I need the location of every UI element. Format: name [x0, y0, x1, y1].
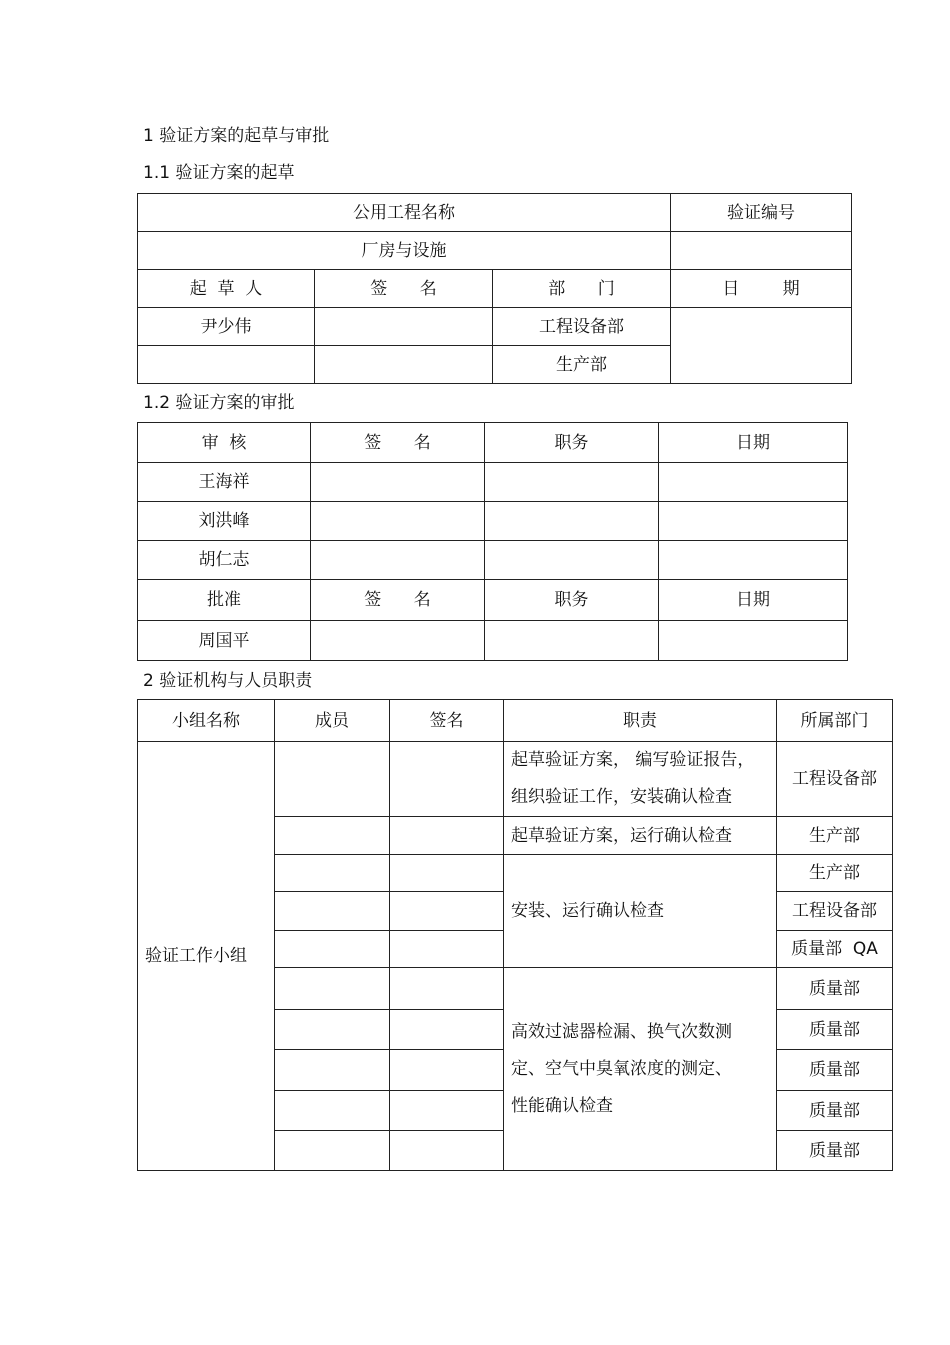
reviewer-date[interactable] [659, 541, 848, 580]
signature-cell[interactable] [390, 1010, 504, 1050]
signature-cell[interactable] [390, 968, 504, 1010]
approve-date-header: 日期 [659, 580, 848, 621]
department-cell: 质量部 [777, 1050, 893, 1091]
department-cell: 质量部 [777, 1010, 893, 1050]
approver-signature[interactable] [311, 621, 485, 661]
reviewer-position[interactable] [485, 541, 659, 580]
department-cell: 工程设备部 [777, 742, 893, 817]
member-cell[interactable] [275, 1131, 390, 1171]
member-cell[interactable] [275, 855, 390, 892]
reviewer-date[interactable] [659, 502, 848, 541]
approve-role-header: 批准 [138, 580, 311, 621]
review-position-header: 职务 [485, 423, 659, 463]
duty-header: 职责 [504, 700, 777, 742]
signature-cell[interactable] [390, 855, 504, 892]
draft-table [137, 193, 852, 384]
drafter-department: 工程设备部 [493, 308, 671, 346]
draft-date-cell[interactable] [671, 308, 852, 384]
member-cell[interactable] [275, 968, 390, 1010]
section-2-heading: 2 验证机构与人员职责 [143, 671, 313, 691]
signature-cell[interactable] [390, 931, 504, 968]
drafter-column-header: 起 草 人 [138, 270, 315, 308]
approver-position[interactable] [485, 621, 659, 661]
department-cell: 生产部 [777, 817, 893, 855]
duty-cell: 起草验证方案，运行确认检查 [504, 817, 777, 855]
department-cell: 质量部 [777, 1131, 893, 1171]
duty-cell: 安装、运行确认检查 [504, 855, 777, 968]
department-cell: 质量部 [777, 1091, 893, 1131]
drafter-name[interactable] [138, 346, 315, 384]
drafter-name: 尹少伟 [138, 308, 315, 346]
duty-text-line: 高效过滤器检漏、换气次数测 [511, 1021, 732, 1042]
department-cell: 工程设备部 [777, 892, 893, 931]
approver-date[interactable] [659, 621, 848, 661]
date-column-header: 日 期 [671, 270, 852, 308]
signature-cell[interactable] [390, 892, 504, 931]
duty-cell [504, 742, 777, 817]
duty-text-line: 定、空气中臭氧浓度的测定、 [511, 1058, 732, 1079]
review-date-header: 日期 [659, 423, 848, 463]
member-cell[interactable] [275, 1091, 390, 1131]
drafter-signature[interactable] [315, 346, 493, 384]
review-signature-header: 签 名 [311, 423, 485, 463]
member-cell[interactable] [275, 742, 390, 817]
department-cell: 质量部 QA [777, 931, 893, 968]
department-column-header: 部 门 [493, 270, 671, 308]
drafter-department: 生产部 [493, 346, 671, 384]
reviewer-name: 胡仁志 [138, 541, 311, 580]
signature-cell[interactable] [390, 1091, 504, 1131]
reviewer-name: 王海祥 [138, 463, 311, 502]
signature-cell[interactable] [390, 742, 504, 817]
member-cell[interactable] [275, 892, 390, 931]
section-1-1-heading: 1.1 验证方案的起草 [143, 163, 295, 183]
validation-code-label: 验证编号 [671, 194, 852, 232]
member-cell[interactable] [275, 931, 390, 968]
approver-name: 周国平 [138, 621, 311, 661]
utility-name-value: 厂房与设施 [138, 232, 671, 270]
section-1-2-heading: 1.2 验证方案的审批 [143, 393, 295, 413]
organization-table [137, 699, 893, 1171]
signature-column-header: 签 名 [315, 270, 493, 308]
department-header: 所属部门 [777, 700, 893, 742]
duty-cell [504, 968, 777, 1171]
approve-signature-header: 签 名 [311, 580, 485, 621]
reviewer-signature[interactable] [311, 502, 485, 541]
reviewer-signature[interactable] [311, 541, 485, 580]
department-cell: 质量部 [777, 968, 893, 1010]
member-cell[interactable] [275, 1010, 390, 1050]
reviewer-date[interactable] [659, 463, 848, 502]
member-cell[interactable] [275, 1050, 390, 1091]
signature-cell[interactable] [390, 817, 504, 855]
reviewer-position[interactable] [485, 463, 659, 502]
approval-table [137, 422, 848, 661]
member-cell[interactable] [275, 817, 390, 855]
approve-position-header: 职务 [485, 580, 659, 621]
signature-header: 签名 [390, 700, 504, 742]
reviewer-name: 刘洪峰 [138, 502, 311, 541]
reviewer-position[interactable] [485, 502, 659, 541]
department-cell: 生产部 [777, 855, 893, 892]
group-name-header: 小组名称 [138, 700, 275, 742]
duty-text-line: 组织验证工作，安装确认检查 [511, 787, 732, 807]
member-header: 成员 [275, 700, 390, 742]
group-name-cell: 验证工作小组 [138, 742, 275, 1171]
signature-cell[interactable] [390, 1050, 504, 1091]
signature-cell[interactable] [390, 1131, 504, 1171]
section-1-heading: 1 验证方案的起草与审批 [143, 126, 330, 146]
drafter-signature[interactable] [315, 308, 493, 346]
validation-code-value[interactable] [671, 232, 852, 270]
duty-text-line: 起草验证方案， 编写验证报告， [511, 750, 755, 770]
review-role-header: 审 核 [138, 423, 311, 463]
utility-name-label: 公用工程名称 [138, 194, 671, 232]
duty-text-line: 性能确认检查 [511, 1095, 613, 1116]
reviewer-signature[interactable] [311, 463, 485, 502]
